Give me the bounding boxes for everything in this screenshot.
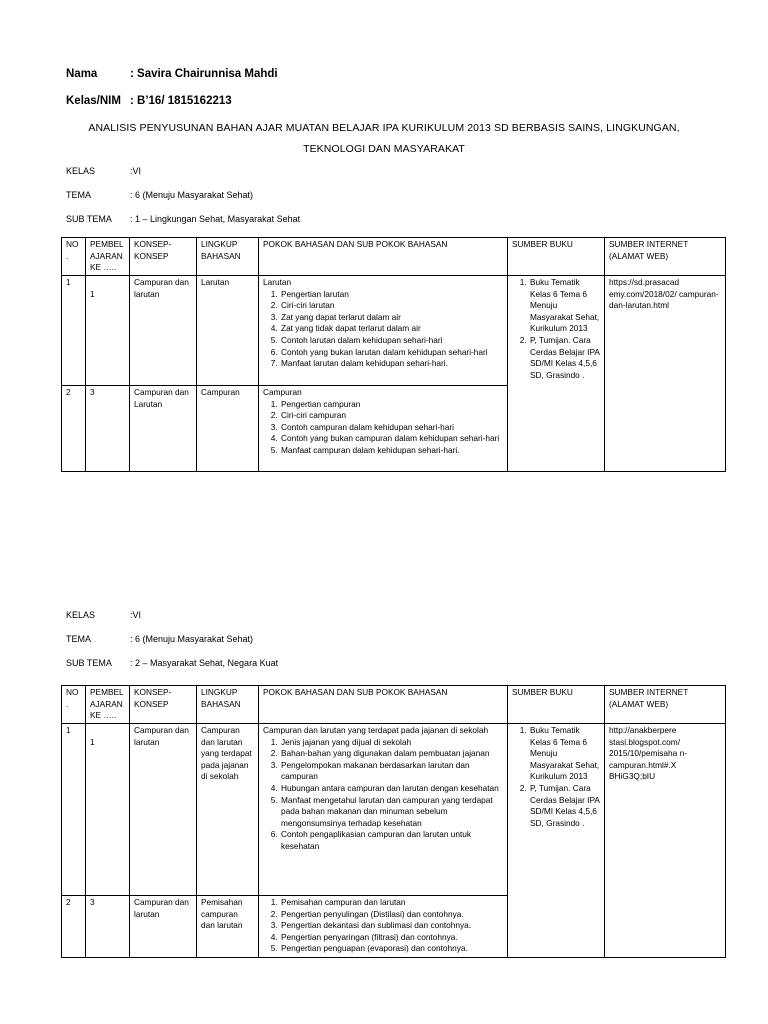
- list-item: 4. Pengertian penyaringan (filtrasi) dan contohnya.: [280, 932, 503, 944]
- list-item: 2. P, Tumijan. Cara Cerdas Belajar IPA SD/MI Kelas 4,5,6 SD, Grasindo .: [529, 335, 600, 381]
- class-nim-value: : B’16/ 1815162213: [130, 95, 232, 107]
- class-nim-row: [66, 95, 232, 107]
- list-item: 3. Zat yang dapat terlarut dalam air: [280, 312, 503, 324]
- list-item: 5. Pengertian penguapan (evaporasi) dan contohnya.: [280, 943, 503, 955]
- col-no: NO .: [62, 238, 86, 276]
- title-line-1: ANALISIS PENYUSUNAN BAHAN AJAR MUATAN BELAJAR IPA KURIKULUM 2013 SD BERBASIS SAINS, LINGKUNGAN,: [88, 122, 680, 134]
- row-konsep: Campuran dan larutan: [130, 276, 197, 386]
- col-pokok: POKOK BAHASAN DAN SUB POKOK BAHASAN: [259, 238, 508, 276]
- list-item: 1. Pengertian larutan: [280, 289, 503, 301]
- row-pokok: [259, 896, 508, 958]
- list-item: 2. Ciri-ciri campuran: [280, 410, 503, 422]
- table-header-row: [62, 238, 726, 276]
- s1-kelas-value: :VI: [130, 166, 142, 176]
- col-pokok: POKOK BAHASAN DAN SUB POKOK BAHASAN: [259, 686, 508, 724]
- col-lingkup: LINGKUP BAHASAN: [197, 238, 259, 276]
- pokok-lead: Campuran dan larutan yang terdapat pada jajanan di sekolah: [263, 725, 489, 735]
- list-item: 1. Jenis jajanan yang dijual di sekolah: [280, 737, 503, 749]
- row-sumber-internet: https://sd.prasacad emy.com/2018/02/ campuran-dan-larutan.html: [605, 276, 726, 472]
- row-no: 2: [62, 896, 86, 958]
- title-line-2: TEKNOLOGI DAN MASYARAKAT: [303, 143, 465, 155]
- list-item: 1. Buku Tematik Kelas 6 Tema 6 Menuju Masyarakat Sehat, Kurikulum 2013: [529, 725, 600, 783]
- row-konsep: Campuran dan larutan: [130, 724, 197, 896]
- row-pembelajaran: 3: [86, 896, 130, 958]
- table-header-row: [62, 686, 726, 724]
- s1-subtema-value: : 1 – Lingkungan Sehat, Masyarakat Sehat: [130, 214, 301, 224]
- row-lingkup: Larutan: [197, 276, 259, 386]
- col-konsep: KONSEP-KONSEP: [130, 686, 197, 724]
- s2-tema-value: : 6 (Menuju Masyarakat Sehat): [130, 634, 254, 644]
- row-pembelajaran: 1: [86, 724, 130, 896]
- table-subtema-1: [61, 237, 726, 472]
- s1-kelas-row: [66, 166, 141, 176]
- buku-list: [512, 277, 600, 381]
- list-item: 3. Pengelompokan makanan berdasarkan larutan dan campuran: [280, 760, 503, 783]
- table-row: [62, 276, 726, 386]
- buku-list: [512, 725, 600, 829]
- s1-tema-label: TEMA: [66, 190, 92, 200]
- list-item: 1. Pemisahan campuran dan larutan: [280, 897, 503, 909]
- list-item: 1. Buku Tematik Kelas 6 Tema 6 Menuju Masyarakat Sehat, Kurikulum 2013: [529, 277, 600, 335]
- list-item: 4. Hubungan antara campuran dan larutan dengan kesehatan: [280, 783, 503, 795]
- row-no: 1: [62, 724, 86, 896]
- col-sumber-buku: SUMBER BUKU: [508, 686, 605, 724]
- col-sumber-internet: SUMBER INTERNET (ALAMAT WEB): [605, 238, 726, 276]
- row-lingkup: Pemisahan campuran dan larutan: [197, 896, 259, 958]
- list-item: 2. Pengertian penyulingan (Distilasi) dan contohnya.: [280, 909, 503, 921]
- list-item: 4. Contoh yang bukan campuran dalam kehidupan sehari-hari: [280, 433, 503, 445]
- col-konsep: KONSEP-KONSEP: [130, 238, 197, 276]
- row-pembelajaran: 1: [86, 276, 130, 386]
- list-item: 3. Pengertian dekantasi dan sublimasi dan contohnya.: [280, 920, 503, 932]
- col-pembelajaran: PEMBEL AJARAN KE …..: [86, 686, 130, 724]
- pokok-list: [263, 289, 503, 370]
- name-label: Nama: [66, 68, 98, 80]
- s2-tema-label: TEMA: [66, 634, 92, 644]
- list-item: 6. Contoh yang bukan larutan dalam kehidupan sehari-hari: [280, 347, 503, 359]
- row-no: 2: [62, 386, 86, 472]
- list-item: 5. Manfaat campuran dalam kehidupan sehari-hari.: [280, 445, 503, 457]
- s2-kelas-label: KELAS: [66, 610, 96, 620]
- s1-subtema-row: [66, 214, 300, 224]
- list-item: 5. Contoh larutan dalam kehidupan sehari-hari: [280, 335, 503, 347]
- s2-tema-row: [66, 634, 253, 644]
- row-konsep: Campuran dan Larutan: [130, 386, 197, 472]
- row-lingkup: Campuran dan larutan yang terdapat pada jajanan di sekolah: [197, 724, 259, 896]
- s1-tema-row: [66, 190, 253, 200]
- row-pokok: [259, 386, 508, 472]
- row-lingkup: Campuran: [197, 386, 259, 472]
- list-item: 7. Manfaat larutan dalam kehidupan sehari-hari.: [280, 358, 503, 370]
- s2-kelas-row: [66, 610, 141, 620]
- list-item: 2. P, Tumijan. Cara Cerdas Belajar IPA SD/MI Kelas 4,5,6 SD, Grasindo .: [529, 783, 600, 829]
- row-pokok: [259, 276, 508, 386]
- list-item: 1. Pengertian campuran: [280, 399, 503, 411]
- pokok-list: [263, 399, 503, 457]
- s1-tema-value: : 6 (Menuju Masyarakat Sehat): [130, 190, 254, 200]
- document-title: [66, 118, 702, 160]
- list-item: 3. Contoh campuran dalam kehidupan sehari-hari: [280, 422, 503, 434]
- col-lingkup: LINGKUP BAHASAN: [197, 686, 259, 724]
- col-no: NO .: [62, 686, 86, 724]
- table-subtema-2: [61, 685, 726, 958]
- col-sumber-buku: SUMBER BUKU: [508, 238, 605, 276]
- list-item: 4. Zat yang tidak dapat terlarut dalam air: [280, 323, 503, 335]
- name-row: [66, 68, 278, 80]
- class-nim-label: Kelas/NIM: [66, 95, 121, 107]
- s2-subtema-row: [66, 658, 278, 668]
- s2-subtema-label: SUB TEMA: [66, 658, 112, 668]
- list-item: 2. Bahan-bahan yang digunakan dalam pembuatan jajanan: [280, 748, 503, 760]
- col-sumber-internet: SUMBER INTERNET (ALAMAT WEB): [605, 686, 726, 724]
- col-pembelajaran: PEMBEL AJARAN KE …..: [86, 238, 130, 276]
- pokok-lead: Campuran: [263, 387, 302, 397]
- table-row: [62, 724, 726, 896]
- row-sumber-buku: [508, 724, 605, 958]
- row-konsep: Campuran dan larutan: [130, 896, 197, 958]
- list-item: 6. Contoh pengaplikasian campuran dan larutan untuk kesehatan: [280, 829, 503, 852]
- name-value: : Savira Chairunnisa Mahdi: [130, 68, 278, 80]
- s1-kelas-label: KELAS: [66, 166, 96, 176]
- list-item: 2. Ciri-ciri larutan: [280, 300, 503, 312]
- row-no: 1: [62, 276, 86, 386]
- row-pokok: [259, 724, 508, 896]
- row-sumber-buku: [508, 276, 605, 472]
- row-pembelajaran: 3: [86, 386, 130, 472]
- list-item: 5. Manfaat mengetahui larutan dan campuran yang terdapat pada bahan makanan dan minuman sebelum mengonsumsinya terhadap kesehatan: [280, 795, 503, 830]
- s2-subtema-value: : 2 – Masyarakat Sehat, Negara Kuat: [130, 658, 279, 668]
- pokok-lead: Larutan: [263, 277, 292, 287]
- s2-kelas-value: :VI: [130, 610, 142, 620]
- pokok-list: [263, 897, 503, 955]
- row-sumber-internet: http://anakberpere stasi.blogspot.com/ 2015/10/pemisaha n-campuran.html#.X BHiG3Q;bIU: [605, 724, 726, 958]
- s1-subtema-label: SUB TEMA: [66, 214, 112, 224]
- pokok-list: [263, 737, 503, 853]
